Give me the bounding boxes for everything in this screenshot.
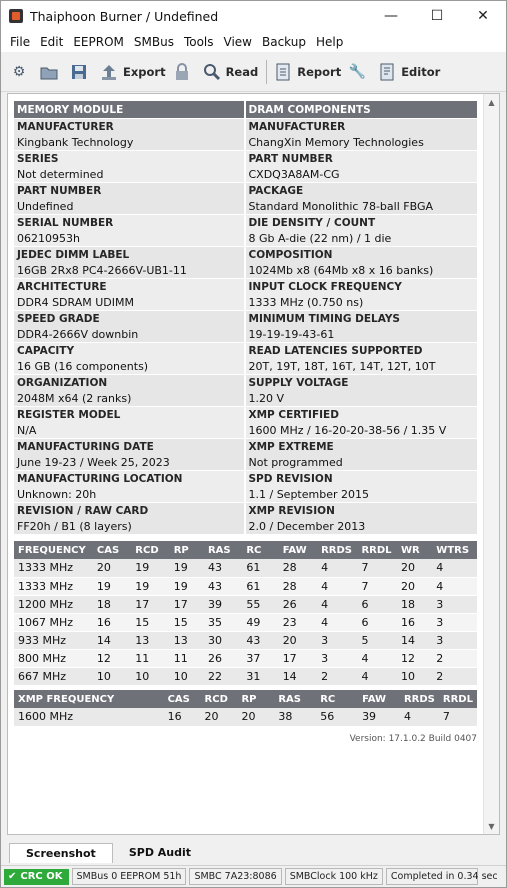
table-cell: 11: [170, 649, 204, 667]
info-row: [14, 215, 477, 247]
field-value[interactable]: 1600 MHz / 16-20-20-38-56 / 1.35 V: [248, 424, 447, 437]
status-completed: Completed in 0.34 sec: [386, 868, 478, 885]
table-cell: 13: [131, 631, 169, 649]
table-cell: 19: [131, 559, 169, 577]
table-cell: 43: [242, 631, 278, 649]
table-cell: 6: [357, 595, 397, 613]
dram-field: [246, 311, 478, 343]
table-cell: 667 MHz: [14, 667, 93, 685]
table-cell: 56: [316, 708, 358, 726]
field-value[interactable]: June 19-23 / Week 25, 2023: [17, 456, 170, 469]
dram-field: [246, 471, 478, 503]
field-value[interactable]: 20T, 19T, 18T, 16T, 14T, 12T, 10T: [248, 360, 436, 373]
dram-components-header: DRAM COMPONENTS: [246, 101, 478, 119]
table-cell: 4: [317, 613, 357, 631]
tab-spd-audit[interactable]: SPD Audit: [128, 846, 192, 859]
xmp-timing-table: [14, 690, 477, 727]
field-value[interactable]: DDR4-2666V downbin: [17, 328, 139, 341]
table-cell: 14: [397, 631, 432, 649]
column-header: RRDL: [357, 541, 397, 559]
column-header: RAS: [204, 541, 242, 559]
magnifier-icon: [202, 62, 222, 82]
status-smbc: SMBC 7A23:8086: [189, 868, 281, 885]
dram-field: [246, 407, 478, 439]
field-label: PACKAGE: [248, 185, 304, 197]
field-value[interactable]: ChangXin Memory Technologies: [248, 136, 424, 149]
table-cell: 28: [279, 559, 317, 577]
dram-field: [246, 183, 478, 215]
table-cell: 14: [279, 667, 317, 685]
lock-button[interactable]: [172, 57, 196, 87]
module-field: [14, 407, 246, 439]
table-cell: 4: [317, 595, 357, 613]
table-cell: 3: [432, 613, 477, 631]
frequency-timing-table: [14, 541, 477, 686]
table-cell: 11: [131, 649, 169, 667]
info-row: [14, 407, 477, 439]
field-value[interactable]: 1.1 / September 2015: [248, 488, 369, 501]
field-value[interactable]: 16GB 2Rx8 PC4-2666V-UB1-11: [17, 264, 187, 277]
table-cell: 1200 MHz: [14, 595, 93, 613]
editor-label: Editor: [401, 64, 441, 79]
field-value[interactable]: 1.20 V: [248, 392, 285, 405]
read-button[interactable]: [202, 57, 259, 87]
report-panel[interactable]: [7, 93, 500, 835]
save-button[interactable]: [69, 57, 93, 87]
table-cell: 7: [357, 559, 397, 577]
table-cell: 18: [93, 595, 131, 613]
title-bar[interactable]: [1, 1, 506, 31]
table-cell: 4: [317, 559, 357, 577]
report-label: Report: [297, 64, 342, 79]
module-field: [14, 311, 246, 343]
table-cell: 7: [357, 577, 397, 595]
dram-field: [246, 119, 478, 151]
field-value[interactable]: Standard Monolithic 78-ball FBGA: [248, 200, 433, 213]
module-field: [14, 279, 246, 311]
info-row: [14, 471, 477, 503]
close-button[interactable]: ✕: [477, 8, 489, 24]
table-cell: 17: [131, 595, 169, 613]
table-cell: 3: [432, 631, 477, 649]
column-header: XMP FREQUENCY: [14, 690, 164, 708]
table-cell: 20: [397, 577, 432, 595]
field-label: MINIMUM TIMING DELAYS: [248, 313, 400, 325]
table-cell: 49: [242, 613, 278, 631]
dram-field: [246, 279, 478, 311]
table-cell: 16: [164, 708, 201, 726]
menu-help[interactable]: Help: [316, 34, 344, 49]
table-cell: 18: [397, 595, 432, 613]
table-cell: 1333 MHz: [14, 559, 93, 577]
table-row: [14, 559, 477, 577]
module-field: [14, 151, 246, 183]
menu-tools[interactable]: Tools: [183, 34, 214, 49]
field-label: SPD REVISION: [248, 473, 333, 485]
field-value[interactable]: 2.0 / December 2013: [248, 520, 366, 533]
editor-icon: [377, 62, 397, 82]
field-label: ARCHITECTURE: [17, 281, 107, 293]
app-icon: [9, 9, 23, 23]
report-button[interactable]: [273, 57, 341, 87]
column-header: RC: [242, 541, 278, 559]
field-label: MANUFACTURING DATE: [17, 441, 154, 453]
field-value[interactable]: 16 GB (16 components): [17, 360, 149, 373]
column-header: RP: [170, 541, 204, 559]
column-header: RCD: [201, 690, 238, 708]
dram-field: [246, 215, 478, 247]
column-header: RRDS: [400, 690, 439, 708]
field-label: MANUFACTURER: [17, 121, 114, 133]
table-cell: 16: [93, 613, 131, 631]
table-row: [14, 667, 477, 685]
column-header: FREQUENCY: [14, 541, 93, 559]
status-smbclock: SMBClock 100 kHz: [285, 868, 383, 885]
module-field: [14, 183, 246, 215]
field-value[interactable]: Unknown: 20h: [17, 488, 97, 501]
table-cell: 4: [357, 667, 397, 685]
column-header: WTRS: [432, 541, 477, 559]
field-value[interactable]: 1024Mb x8 (64Mb x8 x 16 banks): [248, 264, 434, 277]
info-row: [14, 247, 477, 279]
field-value[interactable]: Kingbank Technology: [17, 136, 134, 149]
scroll-up-icon[interactable]: ▲: [488, 97, 495, 107]
field-label: SERIES: [17, 153, 59, 165]
table-cell: 17: [170, 595, 204, 613]
table-cell: 19: [170, 559, 204, 577]
report-icon: [273, 62, 293, 82]
table-cell: 4: [317, 577, 357, 595]
status-bar: [1, 865, 506, 887]
field-label: READ LATENCIES SUPPORTED: [248, 345, 423, 357]
menu-bar: [1, 31, 506, 52]
field-value[interactable]: DDR4 SDRAM UDIMM: [17, 296, 134, 309]
field-value[interactable]: 8 Gb A-die (22 nm) / 1 die: [248, 232, 392, 245]
field-label: REGISTER MODEL: [17, 409, 121, 421]
maximize-button[interactable]: ☐: [430, 8, 444, 24]
table-cell: 4: [432, 559, 477, 577]
field-value[interactable]: 1333 MHz (0.750 ns): [248, 296, 364, 309]
tools-button[interactable]: [347, 57, 371, 87]
status-smbus-eeprom: SMBus 0 EEPROM 51h: [72, 868, 187, 885]
table-cell: 39: [358, 708, 400, 726]
field-value[interactable]: 19-19-19-43-61: [248, 328, 335, 341]
info-row: [14, 279, 477, 311]
module-info-grid: [14, 101, 477, 535]
table-row: [14, 708, 477, 726]
dram-field: [246, 151, 478, 183]
table-cell: 14: [93, 631, 131, 649]
crc-status-text: CRC OK: [20, 870, 63, 882]
table-cell: 16: [397, 613, 432, 631]
field-label: PART NUMBER: [17, 185, 102, 197]
table-cell: 10: [131, 667, 169, 685]
field-value[interactable]: N/A: [17, 424, 37, 437]
module-field: [14, 119, 246, 151]
table-cell: 2: [317, 667, 357, 685]
column-header: RRDS: [317, 541, 357, 559]
table-cell: 30: [204, 631, 242, 649]
version-label: Version: 17.1.0.2 Build 0407: [349, 734, 477, 744]
table-row: [14, 631, 477, 649]
field-label: INPUT CLOCK FREQUENCY: [248, 281, 402, 293]
info-row: [14, 183, 477, 215]
table-cell: 22: [204, 667, 242, 685]
module-field: [14, 439, 246, 471]
table-cell: 61: [242, 577, 278, 595]
field-label: XMP REVISION: [248, 505, 335, 517]
field-label: SPEED GRADE: [17, 313, 100, 325]
toolbar: [1, 52, 506, 92]
dram-field: [246, 247, 478, 279]
table-cell: 31: [242, 667, 278, 685]
dram-field: [246, 375, 478, 407]
table-cell: 35: [204, 613, 242, 631]
table-cell: 43: [204, 559, 242, 577]
module-field: [14, 375, 246, 407]
field-label: SERIAL NUMBER: [17, 217, 114, 229]
table-cell: 20: [201, 708, 238, 726]
export-button[interactable]: [99, 57, 166, 87]
gears-icon: ⚙: [12, 63, 26, 80]
module-field: [14, 343, 246, 375]
table-cell: 20: [93, 559, 131, 577]
menu-backup[interactable]: Backup: [262, 34, 306, 49]
field-value[interactable]: Undefined: [17, 200, 74, 213]
field-label: SUPPLY VOLTAGE: [248, 377, 349, 389]
vertical-scrollbar[interactable]: [483, 94, 499, 834]
table-cell: 19: [93, 577, 131, 595]
toolbar-separator: [266, 60, 267, 84]
field-value[interactable]: Not determined: [17, 168, 104, 181]
export-icon: [99, 62, 119, 82]
table-cell: 12: [93, 649, 131, 667]
tab-screenshot[interactable]: Screenshot: [9, 843, 113, 863]
info-row: [14, 503, 477, 535]
field-value[interactable]: 06210953h: [17, 232, 80, 245]
dram-field: [246, 343, 478, 375]
floppy-disk-icon: [69, 62, 89, 82]
module-field: [14, 503, 246, 535]
table-cell: 15: [131, 613, 169, 631]
bottom-tabs: [1, 843, 506, 863]
table-cell: 28: [279, 577, 317, 595]
memory-module-header: MEMORY MODULE: [14, 101, 246, 119]
table-cell: 4: [400, 708, 439, 726]
table-cell: 1067 MHz: [14, 613, 93, 631]
menu-smbus[interactable]: SMBus: [133, 34, 174, 49]
table-cell: 933 MHz: [14, 631, 93, 649]
crc-status-badge: [4, 869, 69, 885]
open-button[interactable]: [39, 57, 63, 87]
table-cell: 39: [204, 595, 242, 613]
check-icon: ✔: [8, 870, 17, 882]
table-cell: 800 MHz: [14, 649, 93, 667]
table-cell: 2: [432, 667, 477, 685]
field-label: DIE DENSITY / COUNT: [248, 217, 376, 229]
table-cell: 3: [317, 631, 357, 649]
field-value[interactable]: CXDQ3A8AM-CG: [248, 168, 340, 181]
field-label: XMP CERTIFIED: [248, 409, 339, 421]
settings-tool-button[interactable]: [9, 57, 33, 87]
dram-field: [246, 439, 478, 471]
column-header: RC: [316, 690, 358, 708]
table-cell: 13: [170, 631, 204, 649]
table-row: [14, 595, 477, 613]
table-cell: 1600 MHz: [14, 708, 164, 726]
read-label: Read: [225, 64, 259, 79]
column-header: FAW: [279, 541, 317, 559]
lock-icon: [172, 62, 192, 82]
table-cell: 20: [237, 708, 274, 726]
minimize-button[interactable]: —: [384, 8, 398, 24]
field-value[interactable]: FF20h / B1 (8 layers): [17, 520, 132, 533]
table-cell: 20: [279, 631, 317, 649]
wrench-icon: 🔧: [348, 63, 366, 80]
export-label: Export: [123, 64, 166, 79]
column-header: FAW: [358, 690, 400, 708]
table-row: [14, 577, 477, 595]
table-cell: 26: [279, 595, 317, 613]
module-field: [14, 471, 246, 503]
table-cell: 3: [317, 649, 357, 667]
table-cell: 10: [93, 667, 131, 685]
column-header: WR: [397, 541, 432, 559]
table-cell: 19: [131, 577, 169, 595]
window-title: Thaiphoon Burner / Undefined: [30, 8, 219, 24]
menu-edit[interactable]: Edit: [40, 34, 64, 49]
table-cell: 37: [242, 649, 278, 667]
info-row: [14, 311, 477, 343]
module-field: [14, 215, 246, 247]
table-cell: 12: [397, 649, 432, 667]
table-cell: 3: [432, 595, 477, 613]
table-cell: 10: [170, 667, 204, 685]
table-cell: 1333 MHz: [14, 577, 93, 595]
column-header: RP: [237, 690, 274, 708]
menu-view[interactable]: View: [223, 34, 252, 49]
field-value[interactable]: 2048M x64 (2 ranks): [17, 392, 132, 405]
table-cell: 26: [204, 649, 242, 667]
info-row: [14, 343, 477, 375]
column-header: CAS: [164, 690, 201, 708]
info-row: [14, 151, 477, 183]
table-cell: 20: [397, 559, 432, 577]
field-label: COMPOSITION: [248, 249, 333, 261]
table-row: [14, 649, 477, 667]
menu-file[interactable]: File: [10, 34, 31, 49]
field-label: ORGANIZATION: [17, 377, 108, 389]
field-label: PART NUMBER: [248, 153, 333, 165]
table-cell: 4: [357, 649, 397, 667]
scroll-down-icon[interactable]: ▼: [488, 821, 495, 831]
field-label: MANUFACTURING LOCATION: [17, 473, 183, 485]
table-cell: 7: [439, 708, 477, 726]
info-row: [14, 119, 477, 151]
field-label: CAPACITY: [17, 345, 75, 357]
field-label: XMP EXTREME: [248, 441, 334, 453]
table-cell: 23: [279, 613, 317, 631]
editor-button[interactable]: [377, 57, 440, 87]
table-cell: 6: [357, 613, 397, 631]
table-cell: 4: [432, 577, 477, 595]
field-label: MANUFACTURER: [248, 121, 346, 133]
column-header: RRDL: [439, 690, 477, 708]
table-cell: 55: [242, 595, 278, 613]
table-cell: 10: [397, 667, 432, 685]
table-row: [14, 613, 477, 631]
table-cell: 61: [242, 559, 278, 577]
info-row: [14, 375, 477, 407]
table-cell: 19: [170, 577, 204, 595]
field-label: JEDEC DIMM LABEL: [17, 249, 130, 261]
info-row: [14, 439, 477, 471]
table-cell: 2: [432, 649, 477, 667]
table-cell: 43: [204, 577, 242, 595]
menu-eeprom[interactable]: EEPROM: [73, 34, 124, 49]
dram-field: [246, 503, 478, 535]
module-field: [14, 247, 246, 279]
field-label: REVISION / RAW CARD: [17, 505, 149, 517]
table-cell: 5: [357, 631, 397, 649]
column-header: RAS: [274, 690, 316, 708]
column-header: RCD: [131, 541, 169, 559]
table-cell: 38: [274, 708, 316, 726]
column-header: CAS: [93, 541, 131, 559]
table-cell: 17: [279, 649, 317, 667]
folder-icon: [39, 62, 59, 82]
table-cell: 15: [170, 613, 204, 631]
field-value[interactable]: Not programmed: [248, 456, 343, 469]
